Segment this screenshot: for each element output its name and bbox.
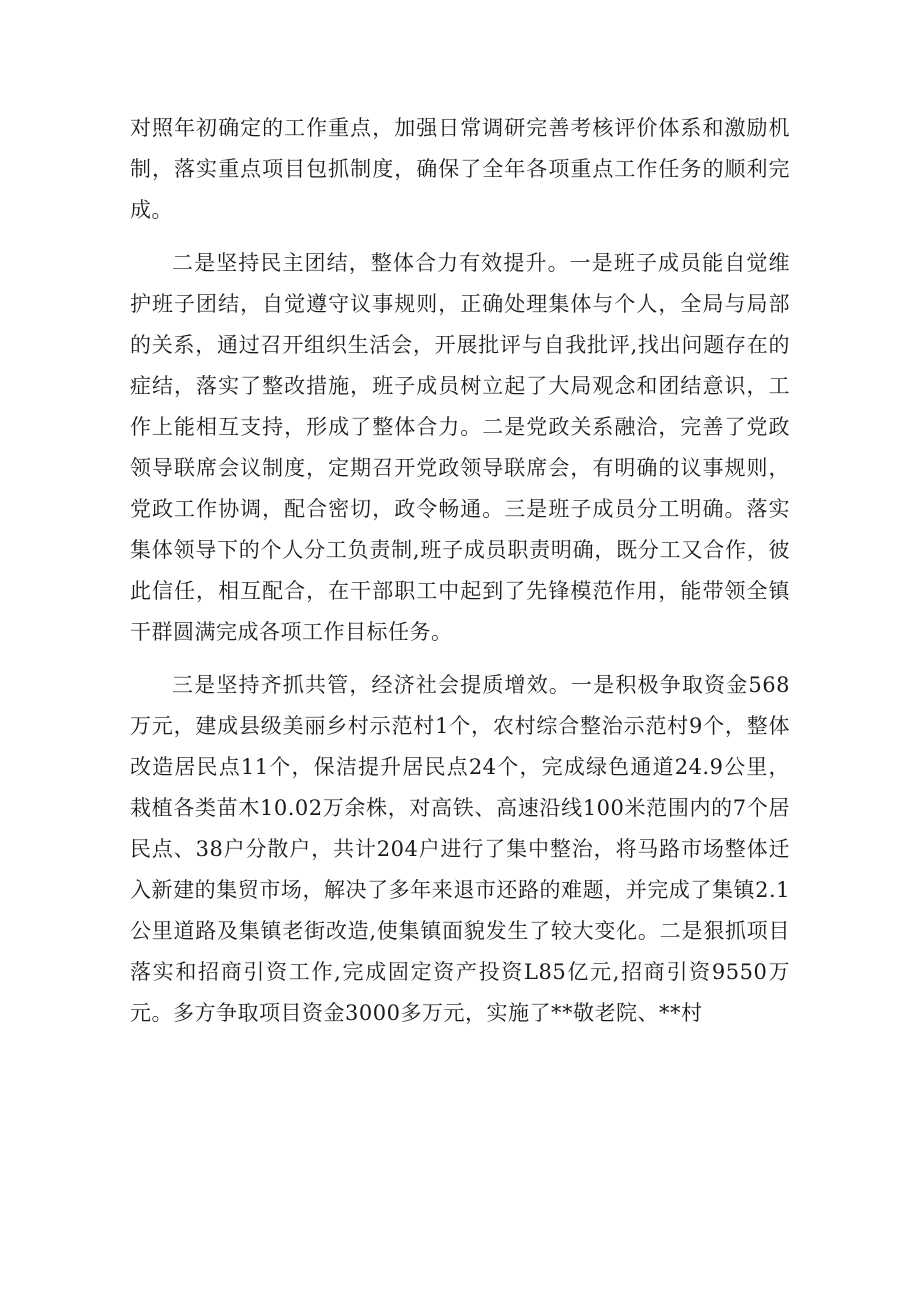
paragraph-continuation: 对照年初确定的工作重点，加强日常调研完善考核评价体系和激励机制，落实重点项目包抓制度，确保了全年各项重点工作任务的顺利完成。: [130, 116, 790, 222]
paragraph-unity: 二是坚持民主团结，整体合力有效提升。一是班子成员能自觉维护班子团结，自觉遵守议事规则，正确处理集体与个人，全局与局部的关系，通过召开组织生活会，开展批评与自我批评,找出问题存在的症结，落实了整改措施，班子成员树立起了大局观念和团结意识，工作上能相互支持，形成了整体合力。二是党政关系融洽，完善了党政领导联席会议制度，定期召开党政领导联席会，有明确的议事规则，党政工作协调，配合密切，政令畅通。三是班子成员分工明确。落实集体领导下的个人分工负责制,班子成员职责明确，既分工又合作，彼此信任，相互配合，在干部职工中起到了先锋模范作用，能带领全镇干群圆满完成各项工作目标任务。: [130, 251, 790, 644]
paragraph-economy: 三是坚持齐抓共管，经济社会提质增效。一是积极争取资金568万元，建成县级美丽乡村示范村1个，农村综合整治示范村9个，整体改造居民点11个，保洁提升居民点24个，完成绿色通道24.9公里，栽植各类苗木10.02万余株，对高铁、高速沿线100米范围内的7个居民点、38户分散户，共计204户进行了集中整治，将马路市场整体迁入新建的集贸市场，解决了多年来退市还路的难题，并完成了集镇2.1公里道路及集镇老街改造,使集镇面貌发生了较大变化。二是狠抓项目落实和招商引资工作,完成固定资产投资L85亿元,招商引资9550万元。多方争取项目资金3000多万元，实施了**敬老院、**村: [130, 673, 790, 1025]
document-body: [130, 108, 790, 1046]
